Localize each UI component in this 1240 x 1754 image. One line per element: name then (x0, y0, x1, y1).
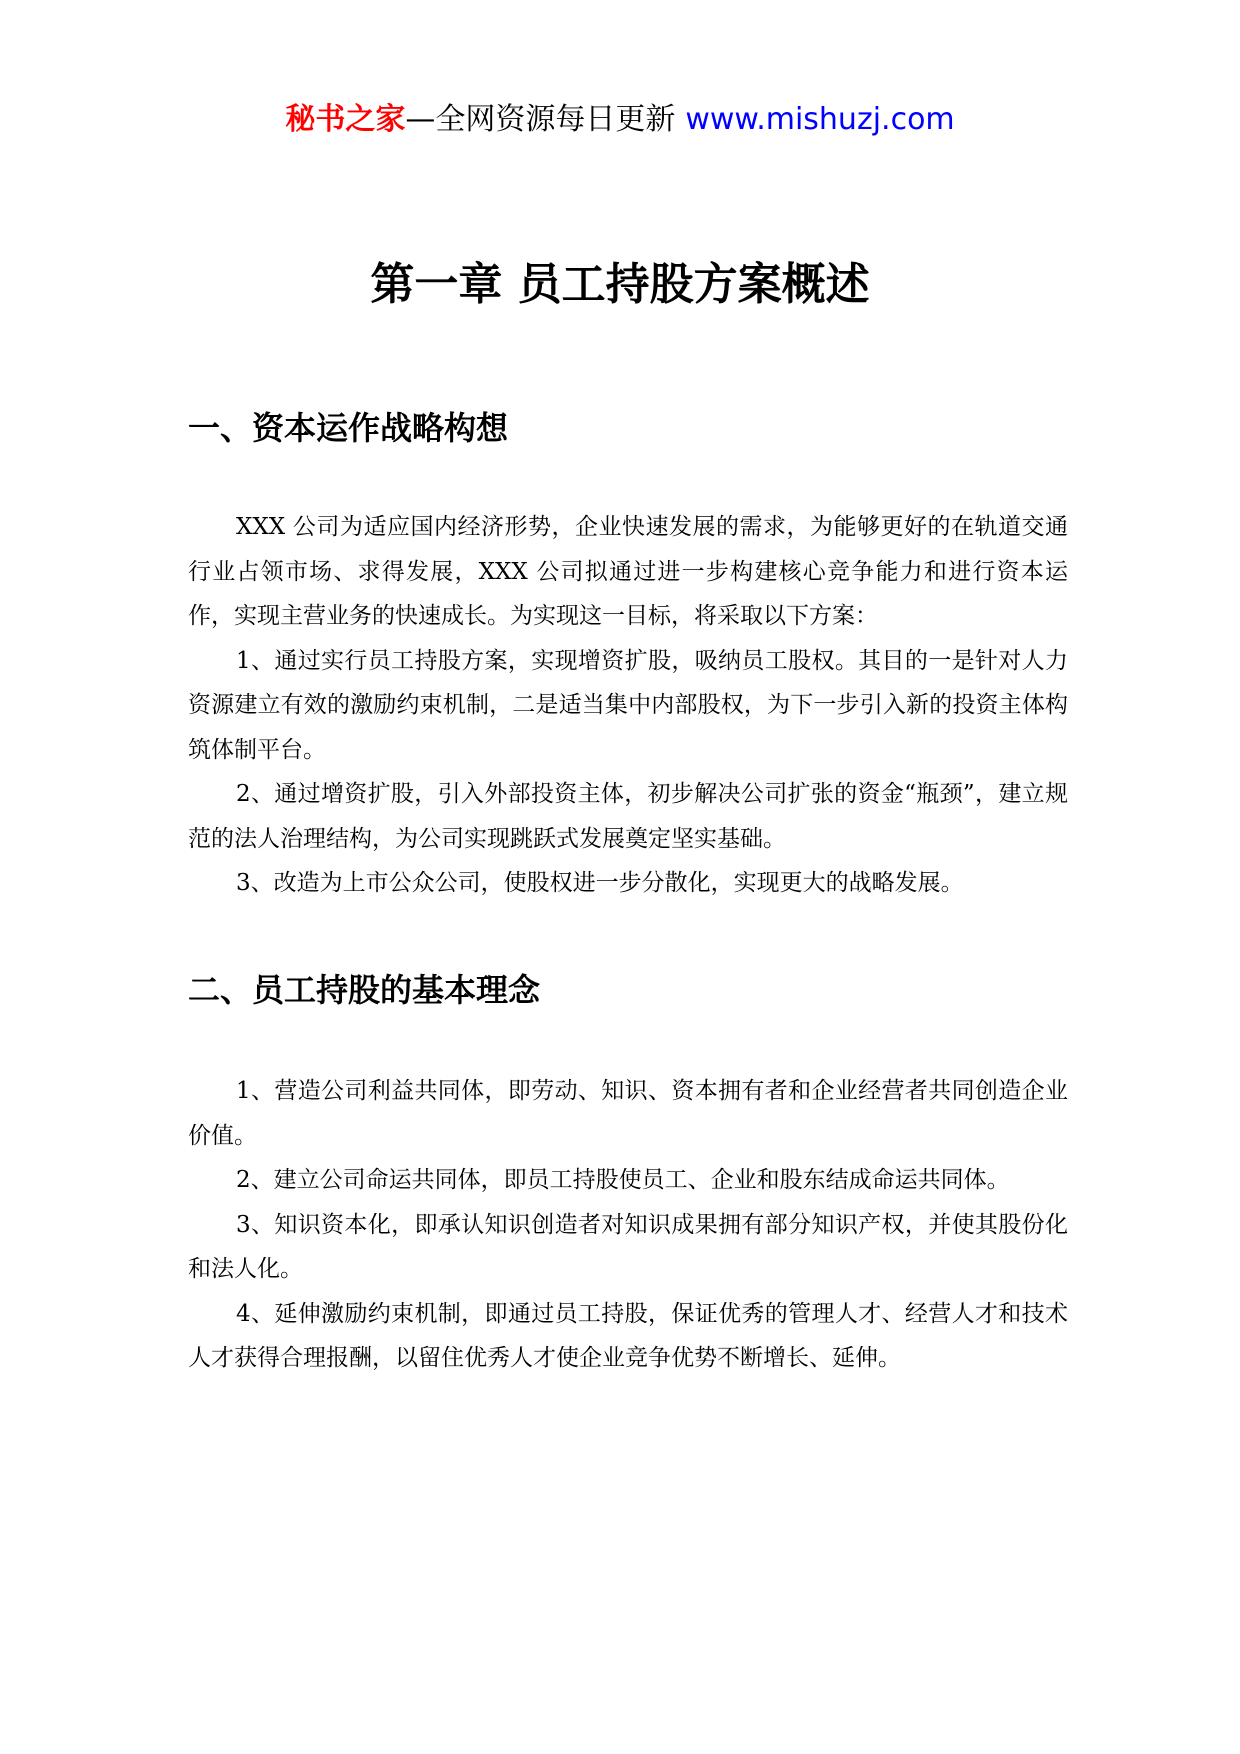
brand-name: 秘书之家 (285, 102, 406, 137)
paragraph-item-2: 2、建立公司命运共同体，即员工持股使员工、企业和股东结成命运共同体。 (236, 1167, 1010, 1193)
paragraph-item-1: 1、营造公司利益共同体，即劳动、知识、资本拥有者和企业经营者共同创造企业价值。 (188, 1078, 1068, 1149)
section-capital-strategy (188, 406, 1068, 906)
site-header (0, 100, 1240, 140)
section-heading: 二、员工持股的基本理念 (188, 971, 541, 1009)
section-body (188, 1069, 1068, 1381)
site-url-link[interactable]: www.mishuzj.com (685, 102, 955, 137)
paragraph-intro: XXX 公司为适应国内经济形势，企业快速发展的需求，为能够更好的在轨道交通行业占领市场、求得发展，XXX 公司拟通过进一步构建核心竞争能力和进行资本运作，实现主营业务的快速成长。为实现这一目标，将采取以下方案： (188, 514, 1068, 629)
paragraph-item-3: 3、改造为上市公众公司，使股权进一步分散化，实现更大的战略发展。 (236, 870, 964, 896)
paragraph-item-3: 3、知识资本化，即承认知识创造者对知识成果拥有部分知识产权，并使其股份化和法人化。 (188, 1211, 1068, 1282)
paragraph-item-1: 1、通过实行员工持股方案，实现增资扩股，吸纳员工股权。其目的一是针对人力资源建立有效的激励约束机制，二是适当集中内部股权，为下一步引入新的投资主体构筑体制平台。 (188, 647, 1068, 763)
paragraph-item-4: 4、延伸激励约束机制，即通过员工持股，保证优秀的管理人才、经营人才和技术人才获得合理报酬，以留住优秀人才使企业竞争优势不断增长、延伸。 (188, 1300, 1068, 1371)
section-basic-concepts (188, 968, 1068, 1381)
paragraph-item-2: 2、通过增资扩股，引入外部投资主体，初步解决公司扩张的资金“瓶颈”，建立规范的法人治理结构，为公司实现跳跃式发展奠定坚实基础。 (188, 781, 1068, 852)
header-tagline: —全网资源每日更新 (405, 102, 676, 137)
section-heading: 一、资本运作战略构想 (188, 409, 509, 447)
chapter-title: 第一章 员工持股方案概述 (370, 259, 870, 311)
section-body (188, 505, 1068, 906)
